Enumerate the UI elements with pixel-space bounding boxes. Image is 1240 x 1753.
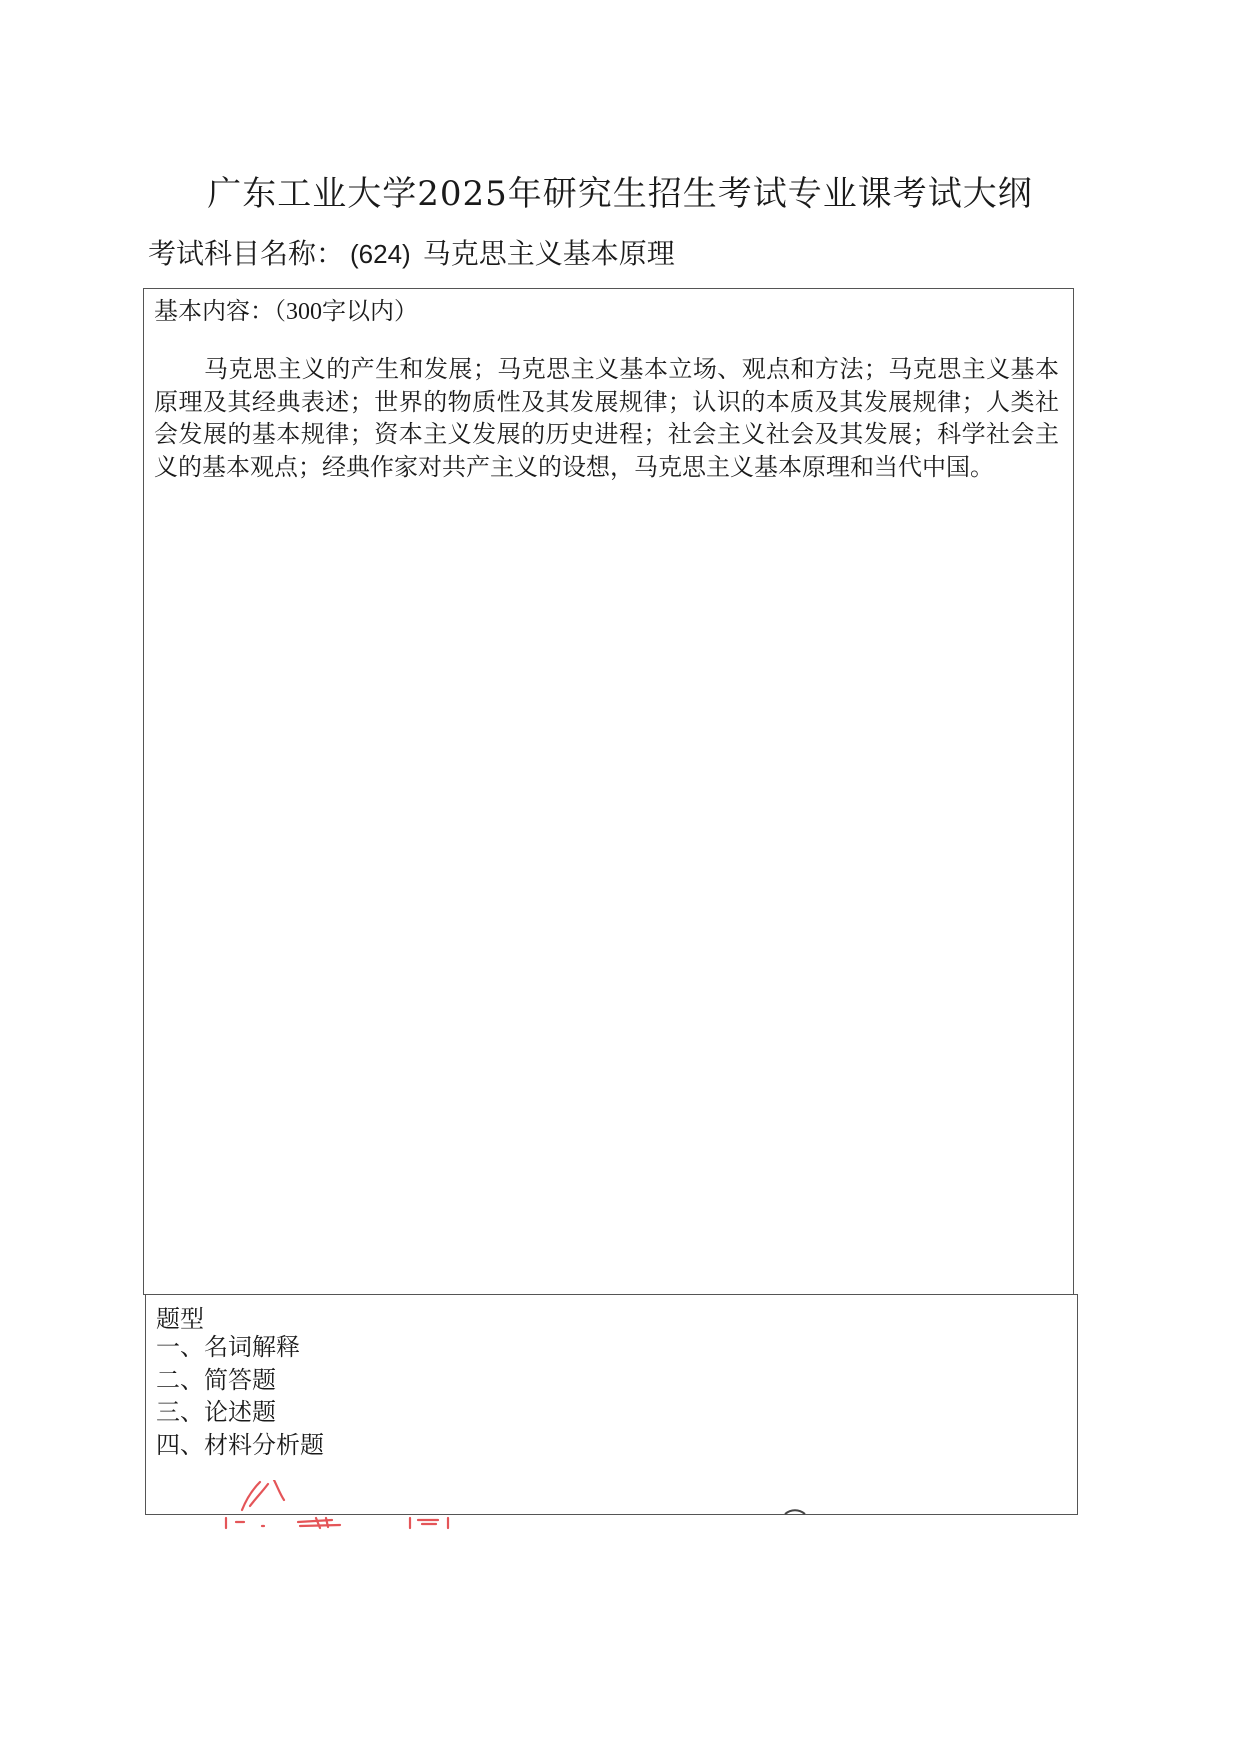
document-title: 广东工业大学2025年研究生招生考试专业课考试大纲 — [207, 174, 1033, 214]
question-type-item: 三、论述题 — [156, 1398, 276, 1426]
basic-content-box — [143, 288, 1074, 1295]
question-types-list — [156, 1331, 324, 1461]
content-limit-note: （300字以内） — [274, 299, 418, 325]
question-type-item: 一、名词解释 — [156, 1333, 300, 1361]
subject-name: 马克思主义基本原理 — [422, 237, 675, 270]
question-type-item: 二、简答题 — [156, 1365, 276, 1394]
scan-mark — [783, 1508, 807, 1516]
question-types-heading: 题型 — [156, 1305, 204, 1333]
question-types-box — [145, 1294, 1078, 1515]
content-paragraph: 马克思主义的产生和发展；马克思主义基本立场、观点和方法；马克思主义基本原理及其经典表述；世界的物质性及其发展规律；认识的本质及其发展规律；人类社会发展的基本规律；资本主义发展的历史进程；社会主义社会及其发展；科学社会主义的基本观点；经典作家对共产主义的设想，马克思主义基本原理和当代中国。 — [154, 355, 1059, 481]
content-label — [154, 291, 418, 326]
subject-code: (624) — [350, 239, 411, 269]
question-type-item: 四、材料分析题 — [156, 1430, 324, 1459]
content-label-text: 基本内容： — [154, 297, 274, 325]
subject-label: 考试科目名称： — [148, 237, 345, 270]
exam-subject-line — [148, 232, 675, 272]
